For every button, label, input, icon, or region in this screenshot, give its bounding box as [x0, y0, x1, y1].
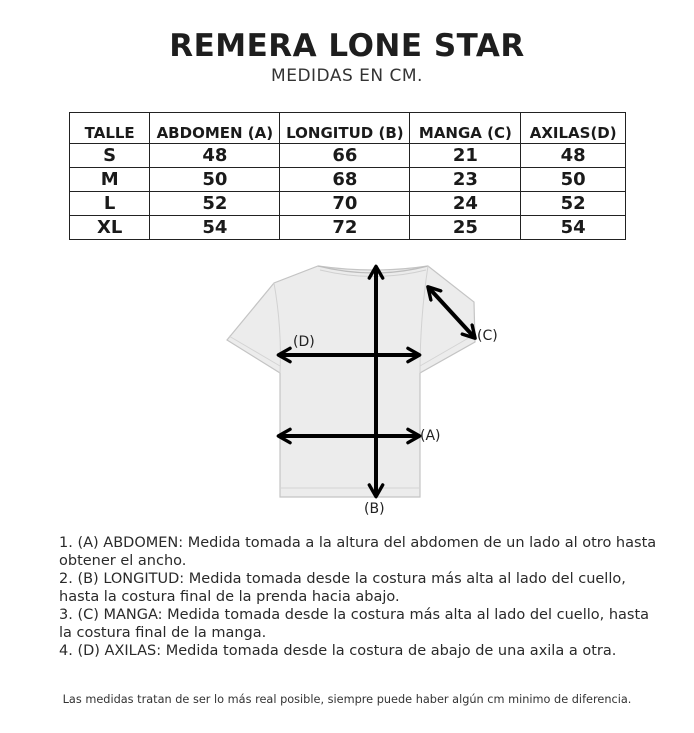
table-cell-size: S	[70, 144, 150, 168]
table-cell-axilas: 52	[521, 192, 626, 216]
table-cell-manga: 21	[410, 144, 521, 168]
tshirt-diagram	[222, 258, 482, 520]
label-abdomen: (A)	[420, 428, 441, 444]
table-cell-axilas: 48	[521, 144, 626, 168]
table-header-row	[70, 113, 626, 144]
table-cell-abdomen: 48	[150, 144, 280, 168]
table-cell-manga: 23	[410, 168, 521, 192]
table-row	[70, 168, 626, 192]
measurement-notes	[59, 534, 659, 660]
table-cell-axilas: 50	[521, 168, 626, 192]
table-cell-size: XL	[70, 216, 150, 240]
table-cell-manga: 24	[410, 192, 521, 216]
size-table	[69, 112, 626, 240]
column-header-abdomen: ABDOMEN (A)	[150, 113, 280, 144]
table-cell-longitud: 70	[280, 192, 410, 216]
table-cell-size: L	[70, 192, 150, 216]
table-row	[70, 192, 626, 216]
column-header-axilas: AXILAS(D)	[521, 113, 626, 144]
note-longitud: 2. (B) LONGITUD: Medida tomada desde la costura más alta al lado del cuello, hasta la costura final de la prenda hacia abajo.	[59, 571, 626, 605]
note-manga: 3. (C) MANGA: Medida tomada desde la costura más alta al lado del cuello, hasta la costura final de la manga.	[59, 607, 650, 641]
tshirt-shape	[227, 266, 475, 497]
table-cell-longitud: 72	[280, 216, 410, 240]
note-axilas: 4. (D) AXILAS: Medida tomada desde la costura de abajo de una axila a otra.	[59, 643, 617, 659]
page-subtitle: MEDIDAS EN CM.	[271, 66, 423, 86]
column-header-talle: TALLE	[70, 113, 150, 144]
disclaimer-footer: Las medidas tratan de ser lo más real posible, siempre puede haber algún cm minimo de diferencia.	[62, 693, 632, 706]
table-cell-axilas: 54	[521, 216, 626, 240]
table-cell-abdomen: 52	[150, 192, 280, 216]
column-header-longitud: LONGITUD (B)	[280, 113, 410, 144]
table-cell-longitud: 66	[280, 144, 410, 168]
label-longitud: (B)	[364, 501, 385, 517]
table-row	[70, 144, 626, 168]
table-cell-manga: 25	[410, 216, 521, 240]
table-cell-longitud: 68	[280, 168, 410, 192]
table-row	[70, 216, 626, 240]
note-abdomen: 1. (A) ABDOMEN: Medida tomada a la altura del abdomen de un lado al otro hasta obtener el ancho.	[59, 535, 657, 569]
label-manga: (C)	[477, 328, 498, 344]
label-axilas: (D)	[293, 334, 315, 350]
table-cell-abdomen: 50	[150, 168, 280, 192]
column-header-manga: MANGA (C)	[410, 113, 521, 144]
tshirt-illustration	[222, 258, 482, 520]
table-cell-size: M	[70, 168, 150, 192]
table-cell-abdomen: 54	[150, 216, 280, 240]
page-title: REMERA LONE STAR	[169, 28, 525, 64]
